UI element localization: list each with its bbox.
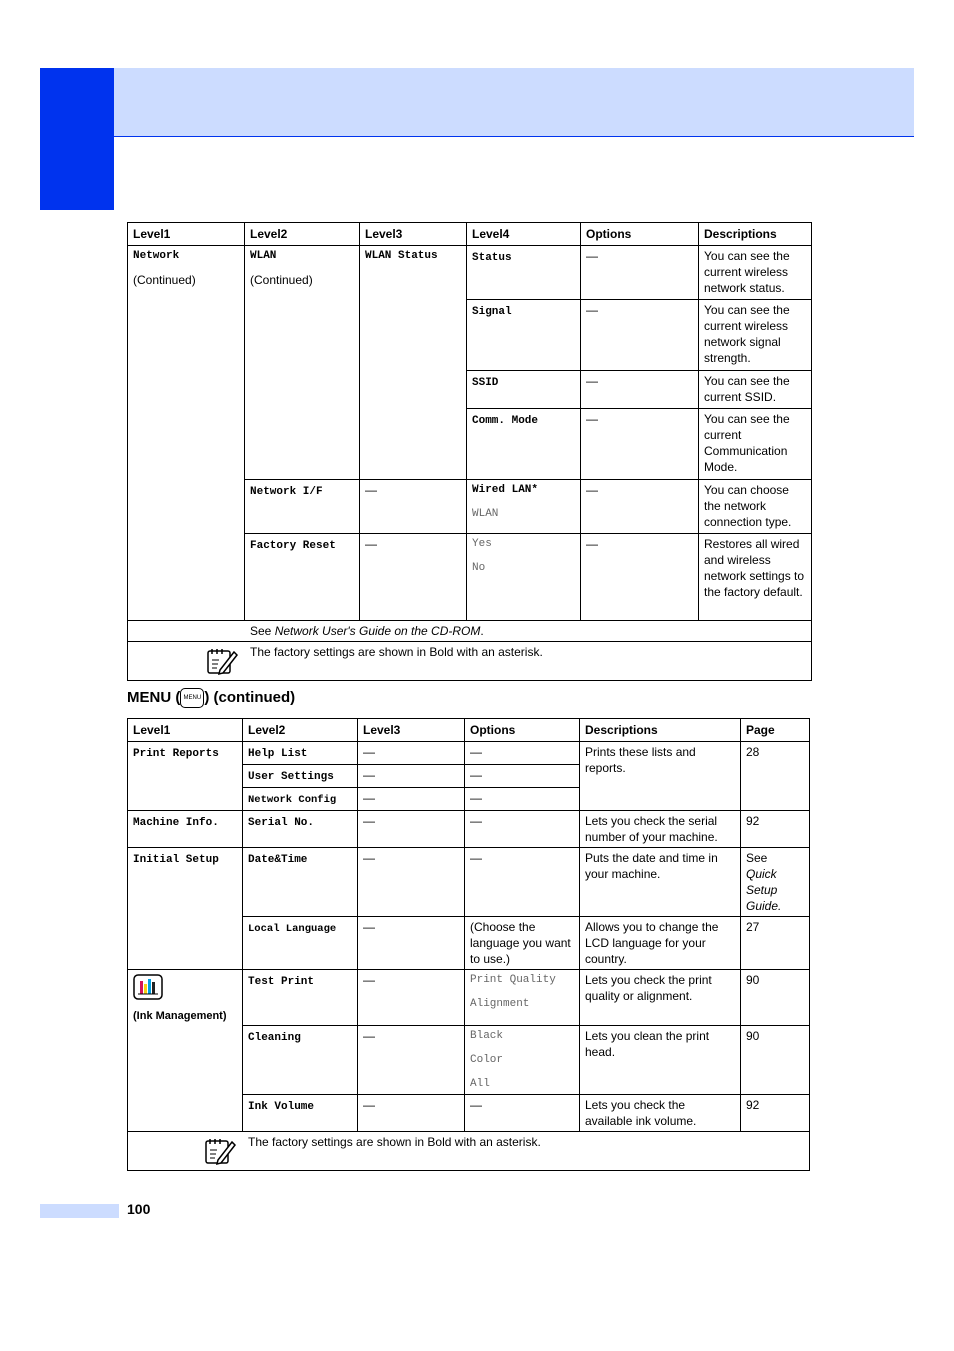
level2-cell: [243, 848, 358, 917]
page-guide-title: Quick Setup Guide.: [746, 867, 782, 913]
desc-cell: Lets you check the print quality or alignment.: [580, 970, 741, 1026]
desc-cell: You can choose the network connection type.: [699, 480, 812, 534]
level1-continued: (Continued): [133, 273, 196, 287]
see-guide-title: Network User's Guide on the CD-ROM: [274, 624, 481, 638]
options-cell: —: [581, 246, 699, 300]
options-cell: [465, 1026, 580, 1095]
note-cell: [128, 642, 812, 681]
section-title: [127, 688, 295, 708]
level4-cell: [467, 300, 581, 371]
options-cell: —: [465, 1095, 580, 1132]
option-all: All: [470, 1078, 490, 1090]
level3-cell: —: [358, 917, 465, 970]
options-cell: —: [465, 788, 580, 811]
level3-cell: —: [358, 848, 465, 917]
col-header: Level3: [360, 223, 467, 246]
note-row: [128, 1132, 810, 1171]
option-alignment: Alignment: [470, 998, 530, 1010]
level4-cell: [467, 371, 581, 409]
level2-ink-volume: Ink Volume: [248, 1101, 315, 1113]
level1-cell: [128, 742, 243, 811]
level4-cell: [467, 534, 581, 621]
level3-cell: —: [358, 765, 465, 788]
section-title-prefix: MENU (: [127, 688, 181, 706]
level4-comm-mode: Comm. Mode: [472, 415, 539, 427]
desc-cell: Lets you check the serial number of your machine.: [580, 811, 741, 848]
note-text: The factory settings are shown in Bold with an asterisk.: [248, 1135, 541, 1149]
option-wlan: WLAN: [472, 508, 499, 520]
see-row: [128, 621, 812, 642]
desc-cell: You can see the current wireless network status.: [699, 246, 812, 300]
col-header: Options: [581, 223, 699, 246]
level2-cell: [243, 970, 358, 1026]
header-band: [114, 68, 914, 137]
see-prefix: See: [250, 624, 275, 638]
level3-wlan-status: WLAN Status: [365, 250, 438, 262]
level2-cell: [243, 742, 358, 765]
options-cell: —: [581, 371, 699, 409]
level2-test-print: Test Print: [248, 976, 315, 988]
level1-network: Network: [133, 250, 180, 262]
note-pencil-icon: [204, 1136, 236, 1166]
level2-network-config: Network Config: [248, 794, 337, 806]
options-cell: —: [581, 480, 699, 534]
page-cell: 92: [741, 1095, 810, 1132]
level2-help-list: Help List: [248, 748, 308, 760]
desc-cell: You can see the current wireless network signal strength.: [699, 300, 812, 371]
level3-cell: —: [358, 1095, 465, 1132]
footer-bar: [40, 1204, 119, 1218]
page-cell: 90: [741, 1026, 810, 1095]
options-cell: —: [465, 765, 580, 788]
options-cell: —: [465, 742, 580, 765]
level1-cell: [128, 970, 243, 1132]
level2-user-settings: User Settings: [248, 771, 334, 783]
options-cell: —: [581, 409, 699, 480]
level3-cell: —: [358, 970, 465, 1026]
note-row: [128, 642, 812, 681]
level2-cell: [243, 765, 358, 788]
col-header: Level1: [128, 719, 243, 742]
level1-print-reports: Print Reports: [133, 748, 219, 760]
level4-ssid: SSID: [472, 377, 499, 389]
col-header: Level4: [467, 223, 581, 246]
col-header: Options: [465, 719, 580, 742]
level1-machine-info: Machine Info.: [133, 817, 219, 829]
level2-wlan: WLAN: [250, 250, 277, 262]
ink-management-icon: [133, 974, 163, 1000]
level3-cell: [360, 246, 467, 480]
level3-cell: —: [358, 1026, 465, 1095]
desc-cell: Prints these lists and reports.: [580, 742, 741, 811]
level1-cell: [128, 848, 243, 970]
level3-cell: —: [360, 480, 467, 534]
desc-cell: Lets you clean the print head.: [580, 1026, 741, 1095]
menu-key-icon: MENU: [180, 688, 204, 708]
table-header-row: [128, 719, 810, 742]
desc-cell: You can see the current SSID.: [699, 371, 812, 409]
level2-cleaning: Cleaning: [248, 1032, 301, 1044]
level1-cell: [128, 811, 243, 848]
page-cell: 28: [741, 742, 810, 811]
level2-cell: [243, 917, 358, 970]
level4-signal: Signal: [472, 306, 512, 318]
option-print-quality: Print Quality: [470, 974, 556, 986]
desc-cell: Puts the date and time in your machine.: [580, 848, 741, 917]
level3-cell: —: [358, 742, 465, 765]
col-header: Page: [741, 719, 810, 742]
table-row: [128, 246, 812, 300]
see-suffix: .: [480, 624, 484, 638]
section-title-suffix: ) (continued): [204, 688, 296, 706]
col-header: Level2: [245, 223, 360, 246]
table-row: [128, 970, 810, 1026]
page-cell: 92: [741, 811, 810, 848]
level4-cell: [467, 246, 581, 300]
col-header: Level2: [243, 719, 358, 742]
level2-serial-no: Serial No.: [248, 817, 315, 829]
level1-initial-setup: Initial Setup: [133, 854, 219, 866]
desc-cell: Restores all wired and wireless network settings to the factory default.: [699, 534, 812, 621]
desc-cell: Lets you check the available ink volume.: [580, 1095, 741, 1132]
options-cell: —: [465, 811, 580, 848]
option-wired-lan: Wired LAN*: [472, 484, 539, 496]
option-no: No: [472, 562, 486, 574]
col-header: Descriptions: [580, 719, 741, 742]
level1-ink-management: (Ink Management): [133, 1010, 227, 1022]
level2-network-if: Network I/F: [250, 486, 323, 498]
options-cell: —: [581, 300, 699, 371]
page-cell: 27: [741, 917, 810, 970]
level1-cell: [128, 246, 245, 621]
see-cell: [128, 621, 812, 642]
options-cell: (Choose the language you want to use.): [465, 917, 580, 970]
menu-settings-table: [127, 718, 810, 1171]
options-cell: [465, 970, 580, 1026]
level2-cell: [243, 788, 358, 811]
level2-cell: [243, 811, 358, 848]
level2-cell: [243, 1026, 358, 1095]
desc-cell: Allows you to change the LCD language for your country.: [580, 917, 741, 970]
level3-cell: —: [358, 811, 465, 848]
col-header: Level1: [128, 223, 245, 246]
option-yes: Yes: [472, 538, 492, 550]
option-black: Black: [470, 1030, 504, 1042]
level2-date-time: Date&Time: [248, 854, 308, 866]
page-see: See: [746, 851, 768, 865]
page-cell: 90: [741, 970, 810, 1026]
level2-factory-reset: Factory Reset: [250, 540, 336, 552]
page-cell: [741, 848, 810, 917]
level2-local-language: Local Language: [248, 923, 337, 935]
level2-continued: (Continued): [250, 273, 313, 287]
level2-cell: [245, 246, 360, 480]
table-row: [128, 811, 810, 848]
level2-cell: [245, 534, 360, 621]
table-row: [128, 848, 810, 917]
level2-cell: [243, 1095, 358, 1132]
desc-cell: You can see the current Communication Mode.: [699, 409, 812, 480]
table-row: [128, 742, 810, 765]
level4-cell: [467, 480, 581, 534]
note-text: The factory settings are shown in Bold with an asterisk.: [250, 645, 543, 659]
chapter-tab: [40, 68, 114, 210]
options-cell: —: [581, 534, 699, 621]
network-settings-table: [127, 222, 812, 681]
page-number: 100: [127, 1201, 151, 1217]
options-cell: —: [465, 848, 580, 917]
level4-status: Status: [472, 252, 512, 264]
col-header: Level3: [358, 719, 465, 742]
level3-cell: —: [358, 788, 465, 811]
col-header: Descriptions: [699, 223, 812, 246]
note-pencil-icon: [206, 646, 238, 676]
level2-cell: [245, 480, 360, 534]
table-header-row: [128, 223, 812, 246]
level4-cell: [467, 409, 581, 480]
option-color: Color: [470, 1054, 504, 1066]
note-cell: [128, 1132, 810, 1171]
level3-cell: —: [360, 534, 467, 621]
